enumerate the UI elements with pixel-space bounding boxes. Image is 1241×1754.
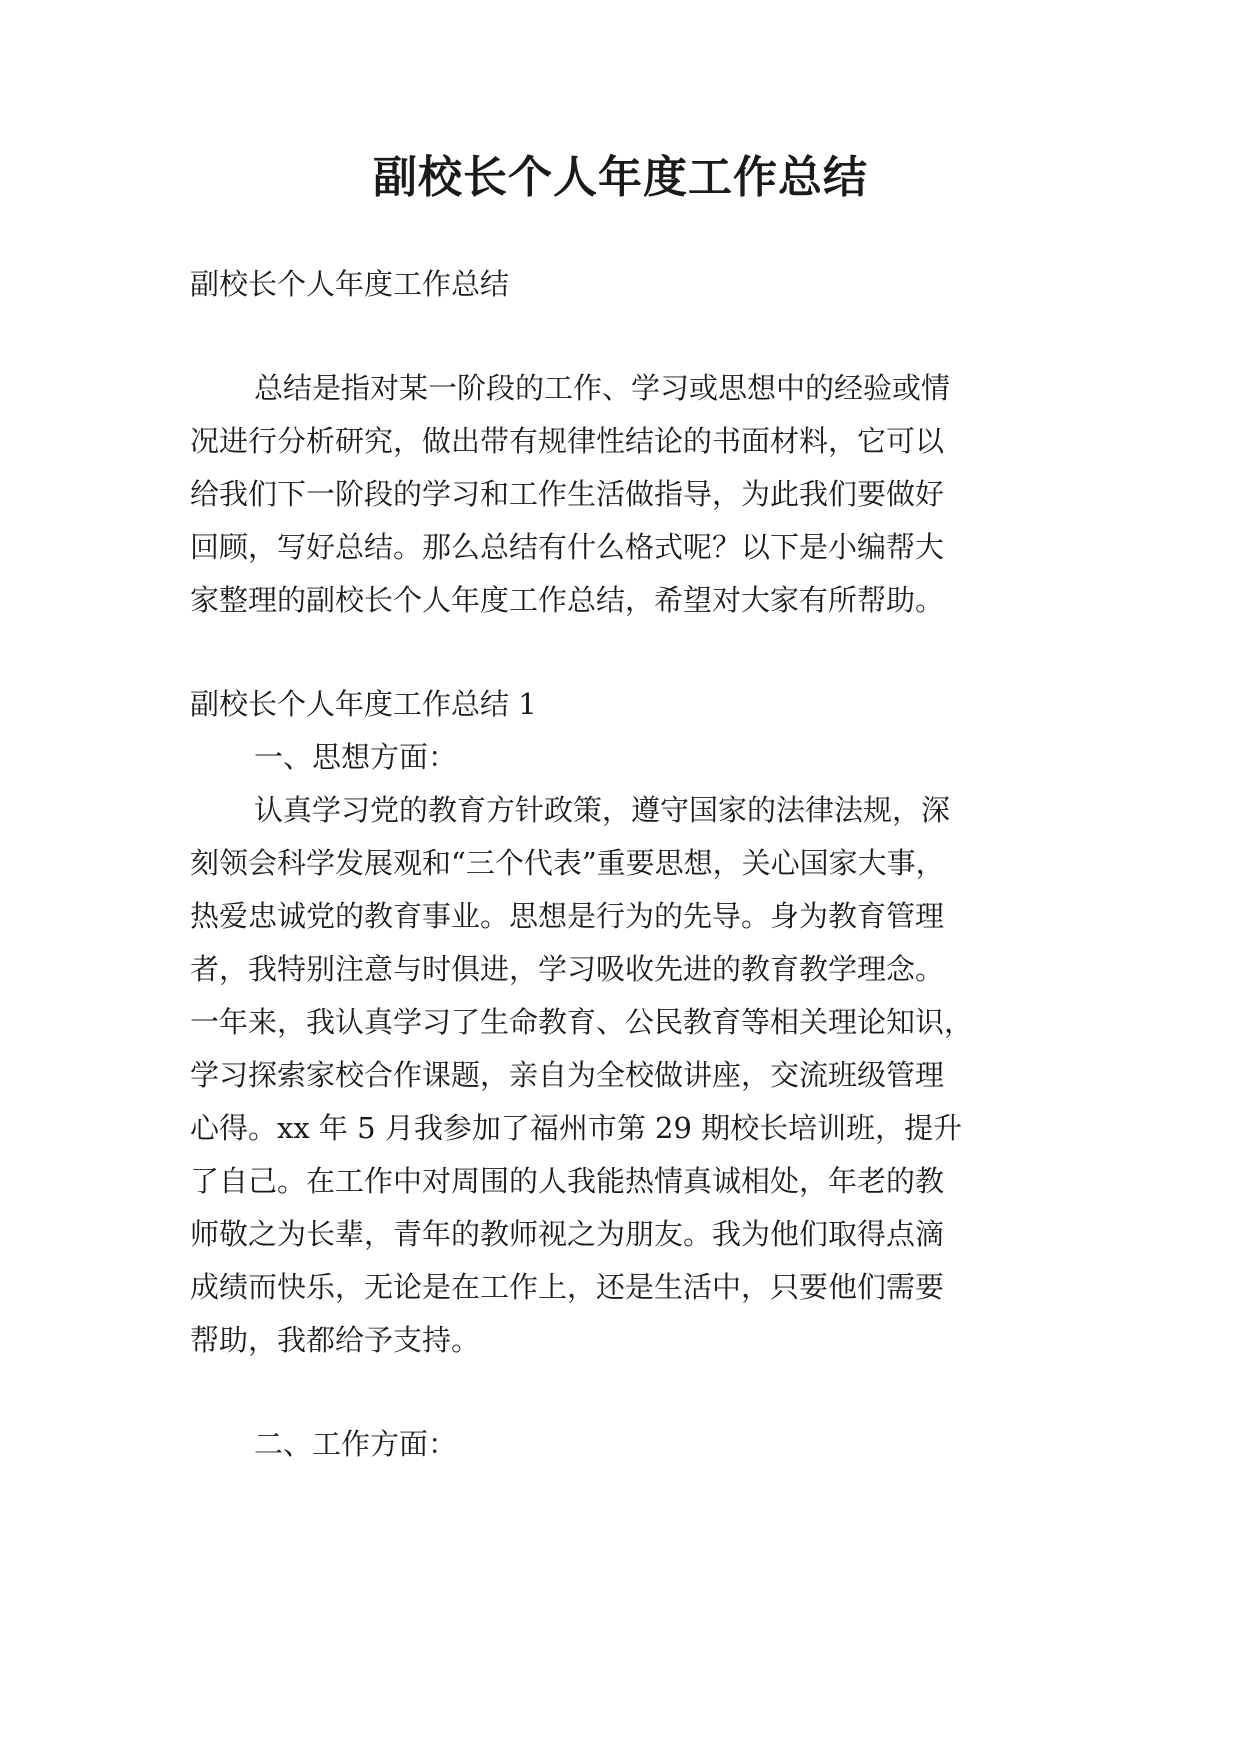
paragraph-line: 者，我特别注意与时俱进，学习吸收先进的教育教学理念。 [190,952,945,986]
paragraph-line: 了自己。在工作中对周围的人我能热情真诚相处，年老的教 [190,1164,945,1198]
paragraph-line: 刻领会科学发展观和“三个代表”重要思想，关心国家大事， [190,846,945,880]
intro-line: 况进行分析研究，做出带有规律性结论的书面材料，它可以 [190,424,945,458]
subsection-heading: 一、思想方面： [254,740,458,774]
subsection-heading: 二、工作方面： [254,1427,458,1461]
paragraph-line: 师敬之为长辈，青年的教师视之为朋友。我为他们取得点滴 [190,1217,945,1251]
paragraph-line: 成绩而快乐，无论是在工作上，还是生活中，只要他们需要 [190,1270,945,1304]
document-title: 副校长个人年度工作总结 [373,152,868,203]
paragraph-line: 认真学习党的教育方针政策，遵守国家的法律法规，深 [254,793,951,827]
intro-line: 总结是指对某一阶段的工作、学习或思想中的经验或情 [254,371,951,405]
paragraph-line: 心得。xx 年 5 月我参加了福州市第 29 期校长培训班，提升 [190,1111,963,1145]
intro-line: 家整理的副校长个人年度工作总结，希望对大家有所帮助。 [190,583,945,617]
paragraph-line: 一年来，我认真学习了生命教育、公民教育等相关理论知识， [190,1005,974,1039]
document-subtitle: 副校长个人年度工作总结 [190,267,510,301]
intro-line: 给我们下一阶段的学习和工作生活做指导，为此我们要做好 [190,477,945,511]
paragraph-line: 热爱忠诚党的教育事业。思想是行为的先导。身为教育管理 [190,899,945,933]
paragraph-line: 学习探索家校合作课题，亲自为全校做讲座，交流班级管理 [190,1058,945,1092]
intro-line: 回顾，写好总结。那么总结有什么格式呢？以下是小编帮大 [190,530,945,564]
section-heading: 副校长个人年度工作总结 1 [190,687,537,721]
paragraph-line: 帮助，我都给予支持。 [190,1323,481,1357]
